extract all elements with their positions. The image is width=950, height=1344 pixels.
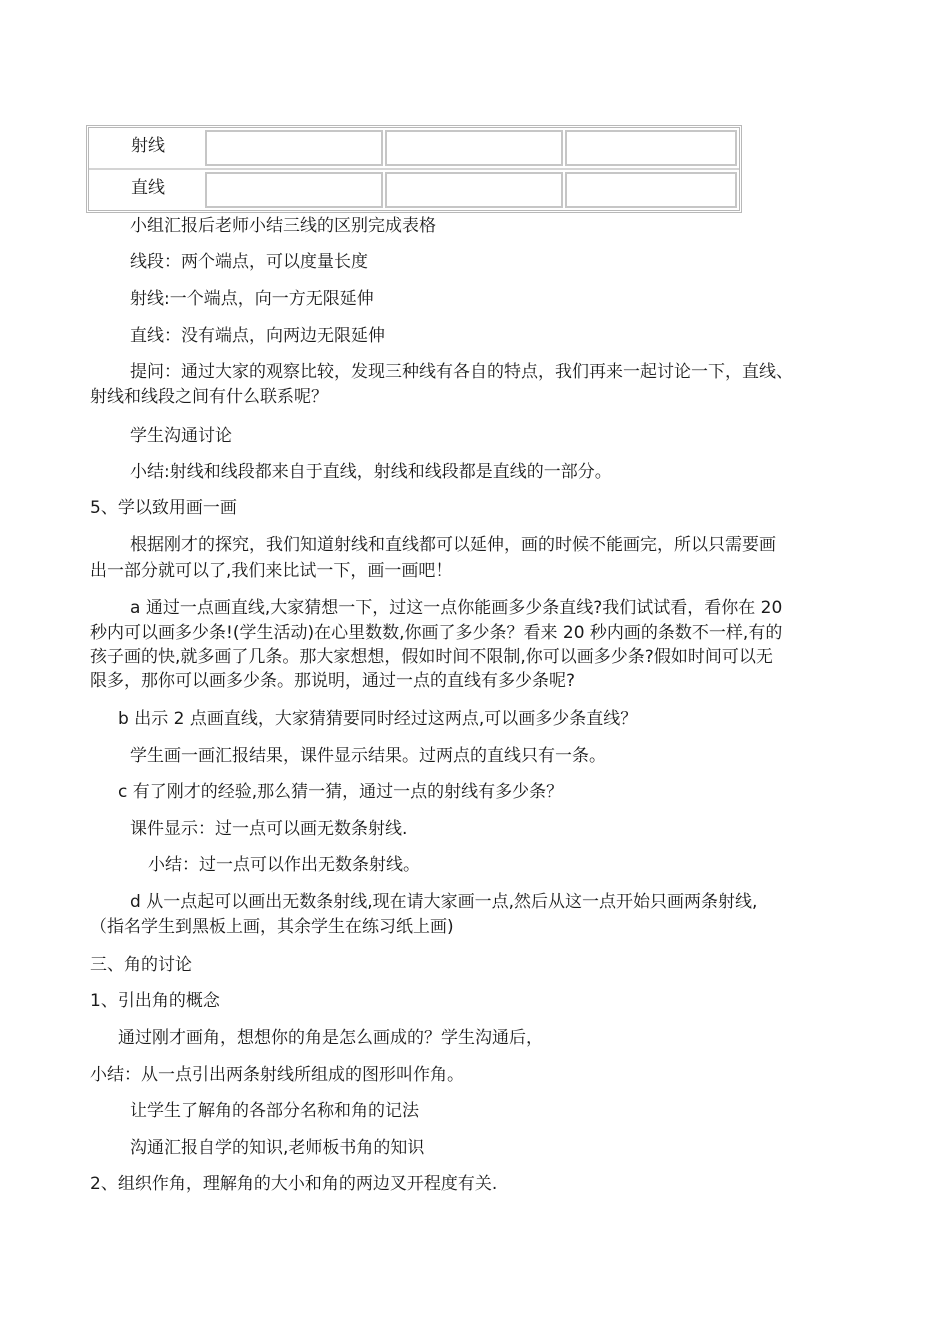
paragraph-line: 小结：从一点引出两条射线所组成的图形叫作角。 — [90, 1065, 464, 1085]
paragraph-line: 学生画一画汇报结果，课件显示结果。过两点的直线只有一条。 — [130, 746, 606, 766]
paragraph-line: 根据刚才的探究，我们知道射线和直线都可以延伸，画的时候不能画完，所以只需要画 — [130, 535, 776, 555]
paragraph-line: 射线:一个端点，向一方无限延伸 — [130, 289, 374, 309]
table-cell — [91, 130, 203, 166]
section-heading: 1、引出角的概念 — [90, 991, 220, 1011]
table-row — [89, 130, 739, 168]
section-heading: 5、学以致用画一画 — [90, 498, 237, 518]
paragraph-line: 提问：通过大家的观察比较，发现三种线有各自的特点，我们再来一起讨论一下，直线、 — [130, 362, 793, 382]
table-divider — [89, 168, 739, 170]
row-label-ray: 射线 — [131, 136, 165, 156]
paragraph-line: 小结：过一点可以作出无数条射线。 — [148, 855, 420, 875]
paragraph-line: 秒内可以画多少条!(学生活动)在心里数数,你画了多少条？看来 20 秒内画的条数不一样,有的 — [90, 623, 783, 643]
paragraph-line: 沟通汇报自学的知识,老师板书角的知识 — [130, 1138, 425, 1158]
section-heading: 2、组织作角，理解角的大小和角的两边叉开程度有关. — [90, 1174, 498, 1194]
paragraph-line: 小组汇报后老师小结三线的区别完成表格 — [130, 216, 436, 236]
section-heading: 三、角的讨论 — [90, 955, 192, 975]
paragraph-line: 出一部分就可以了,我们来比试一下，画一画吧！ — [90, 561, 453, 581]
row-label-line: 直线 — [131, 178, 165, 198]
paragraph-line: 小结:射线和线段都来自于直线，射线和线段都是直线的一部分。 — [130, 462, 612, 482]
paragraph-line: 通过刚才画角，想想你的角是怎么画成的？学生沟通后， — [118, 1028, 543, 1048]
paragraph-line: 限多，那你可以画多少条。那说明，通过一点的直线有多少条呢? — [90, 671, 576, 691]
paragraph-line: 课件显示：过一点可以画无数条射线. — [130, 819, 408, 839]
paragraph-line: 让学生了解角的各部分名称和角的记法 — [130, 1101, 419, 1121]
table-cell — [205, 172, 383, 208]
table-cell — [385, 130, 563, 166]
table-cell — [91, 172, 203, 208]
table-cell — [565, 130, 737, 166]
paragraph-line: 孩子画的快,就多画了几条。那大家想想，假如时间不限制,你可以画多少条?假如时间可以无 — [90, 647, 773, 667]
paragraph-line: d 从一点起可以画出无数条射线,现在请大家画一点,然后从这一点开始只画两条射线, — [130, 892, 758, 912]
table-cell — [205, 130, 383, 166]
paragraph-line: 直线：没有端点，向两边无限延伸 — [130, 326, 385, 346]
table-cell — [565, 172, 737, 208]
paragraph-line: b 出示 2 点画直线，大家猜猜要同时经过这两点,可以画多少条直线？ — [118, 709, 638, 729]
table-row — [89, 172, 739, 210]
lines-comparison-table — [86, 125, 742, 213]
paragraph-line: 学生沟通讨论 — [130, 426, 232, 446]
paragraph-line: 线段：两个端点，可以度量长度 — [130, 252, 368, 272]
paragraph-line: 射线和线段之间有什么联系呢？ — [90, 387, 328, 407]
paragraph-line: c 有了刚才的经验,那么猜一猜，通过一点的射线有多少条？ — [118, 782, 564, 802]
paragraph-line: （指名学生到黑板上画，其余学生在练习纸上画) — [90, 917, 454, 937]
table-cell — [385, 172, 563, 208]
paragraph-line: a 通过一点画直线,大家猜想一下，过这一点你能画多少条直线?我们试试看，看你在 20 — [130, 598, 783, 618]
